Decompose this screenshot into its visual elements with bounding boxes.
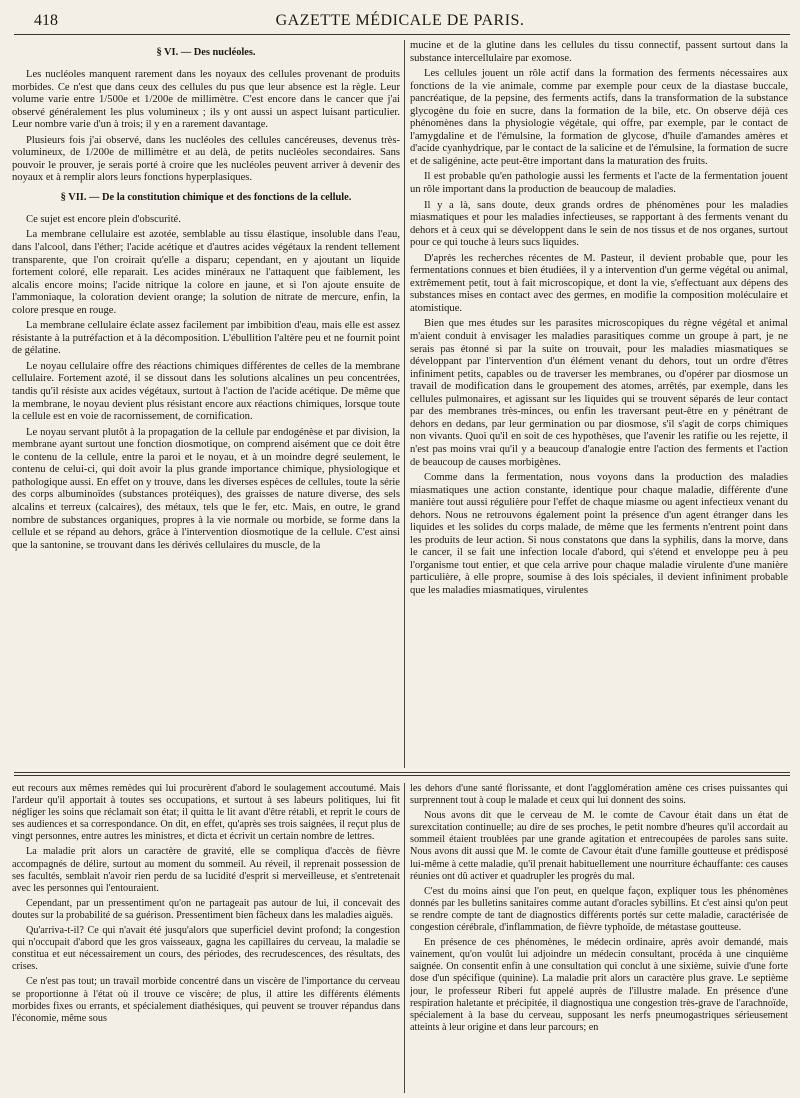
paragraph: Les nucléoles manquent rarement dans les noyaux des cellules provenant de produits morbides. Ce n'est que dans ceux des cellules du pus que leur absence est la règle. Leur volume varie entre 1/500e et 1/200e de millimètre. C'est encore dans le cancer que j'ai observé généralement les plus volumineux ; ils y ont aussi un aspect luisant particulier. Leur nombre varie d'un à trois; il y en a rarement davantage. (12, 69, 400, 131)
paragraph: les dehors d'une santé florissante, et dont l'agglomération amène ces crises puissantes qui surprennent tout à coup le malade et ceux qui lui donnent des soins. (410, 783, 788, 807)
paragraph: La membrane cellulaire est azotée, semblable au tissu élastique, insoluble dans l'eau, dans l'alcool, dans l'éther; l'acide acétique et d'autres acides végétaux la rendent tellement transparente, que l'on croirait qu'elle a disparu; cependant, en y ajoutant un liquide fortement coloré, elle reparait. Les acides minéraux ne l'attaquent que faiblement, les alcalis encore moins; l'acide nitrique la colore en jaune, et si l'on ajoute ensuite de l'ammoniaque, la coloration devient orange; la solution de nitrate de mercure, enfin, la colore presque en rouge. (12, 229, 400, 316)
column-2 (410, 40, 788, 768)
paragraph: Qu'arriva-t-il? Ce qui n'avait été jusqu'alors que superficiel devint profond; la congestion qui n'occupait d'abord que les gros vaisseaux, gagna les capillaires du cerveau, la maladie se constitua et eut nécessairement un cours, des périodes, des recrudescences, des résultats, des crises. (12, 925, 400, 973)
section-6-heading: § VI. — Des nucléoles. (156, 47, 256, 58)
paragraph: La membrane cellulaire éclate assez facilement par imbibition d'eau, mais elle est assez résistante à la putréfaction et à la décomposition. L'ébullition l'altère peu et ne fournit point de gélatine. (12, 320, 400, 357)
column-4-feuilleton (410, 783, 788, 1093)
section-separator-rule (14, 775, 790, 776)
paragraph: D'après les recherches récentes de M. Pasteur, il devient probable que, pour les fermentations connues et bien étudiées, il y a intervention d'un germe végétal ou animal, extrêmement petit, tout à fait microscopique, et dont la vie, s'effectuant aux dépens des substances mises en contact avec des germes, en modifie la composition moléculaire et atomistique. (410, 252, 788, 314)
paragraph: Cependant, par un pressentiment qu'on ne partageait pas autour de lui, il concevait des doutes sur la probabilité de sa guérison. Pressentiment bien fâcheux dans les maladies aiguës. (12, 897, 400, 921)
column-divider (404, 783, 405, 1093)
section-7-heading: § VII. — De la constitution chimique et des fonctions de la cellule. (60, 191, 352, 203)
column-divider (404, 40, 405, 768)
paragraph: C'est du moins ainsi que l'on peut, en quelque façon, expliquer tous les phénomènes donnés par les bulletins sanitaires comme autant d'oracles sybillins. Et c'est ainsi qu'on peut se rendre compte de tant de diagnostics différents portés sur cette maladie, caractérisée de congestion cérébrale, d'inflammation, de fièvre typhoïde, de métastase goutteuse. (410, 885, 788, 934)
paragraph: mucine et de la glutine dans les cellules du tissu connectif, passent surtout dans la substance intercellulaire par exomose. (410, 40, 788, 64)
paragraph: Les cellules jouent un rôle actif dans la formation des ferments nécessaires aux fonctions de la vie animale, comme par exemple pour ceux de la diastase buccale, pancréatique, de la pepsine, des ferments actifs, dans la transformation de la substance glycogène du foie en sucre, dans la formation de la bile, etc. On observe déjà ces phénomènes dans la physiologie végétale, qui offre, par exemple, par le contact de l'amygdaline et de l'émulsine, la formation de glycose, d'huile d'amandes amères et d'acide cyanhydrique, par le contact de la salicine et de l'émulsine, la formation de sucre et de saligénine, acte peut-être important dans la maturation des fruits. (410, 68, 788, 167)
paragraph: Bien que mes études sur les parasites microscopiques du règne végétal et animal m'aient conduit à envisager les maladies parasitiques comme un groupe à part, je ne serais pas étonné si par la suite on trouvait, pour les maladies miasmatiques se développant par l'intervention d'un élément venant du dehors, tout un ordre d'êtres infiniment petits, capables ou de traverser les membranes, ou d'opérer par diosmose un travail de modification dans le groupement des atomes, arrêtés, par exemple, dans les cellules pulmonaires, et agissant sur les liquides qui se trouvent séparés de leur contact par des membranes très-minces, ou enfin les traversant peut-être en y pénétrant de dehors en dedans, par leur germination ou par diosmose, s'il s'agit de corps chimiques non vivants. Quoi qu'il en soit de ces hypothèses, que l'avenir les ratifie ou les rejette, il n'est pas moins vrai qu'il y a beaucoup d'analogie entre l'action des ferments et l'action de beaucoup de causes morbigènes. (410, 318, 788, 468)
paragraph: Plusieurs fois j'ai observé, dans les nucléoles des cellules cancéreuses, devenus très-volumineux, de 1/200e de millimètre et au delà, de petits nucléoles secondaires. Sans pouvoir le prouver, je serais porté à croire que les nucléoles peuvent arriver à devenir des noyaux et à remplir alors leurs fonctions hyperplasiques. (12, 134, 400, 184)
paragraph: eut recours aux mêmes remèdes qui lui procurèrent d'abord le soulagement accoutumé. Mais l'ardeur qu'il apportait à toutes ses occupations, et surtout à ses labeurs politiques, lui fit négliger les soins que réclamait son état; il quitta le lit avant d'être rétabli, et reprit le cours de ses audiences et sa correspondance. On dit, en effet, qu'après ses trois saignées, il reçut plus de vingt personnes, entre autres les ministres, et dicta et écrivit un certain nombre de lettres. (12, 783, 400, 843)
paragraph: Le noyau servant plutôt à la propagation de la cellule par endogénèse et par division, la membrane ayant surtout une fonction diosmotique, on comprend aisément que ce doit être le contenu de la cellule, entre la paroi et le noyau, et à un moindre degré seulement, le contenu de celui-ci, qui doit avoir la plus grande importance chimique, physiologique et pathologique aussi. En effet on y trouve, dans les diverses espèces de cellules, toute la série des corps albuminoïdes (substances protéiques), des graisses de nature diverse, des sels alcalins et terreux (calcaires), des métaux, tels que le fer, etc. Mais, en outre, le grand nombre de substances organiques, propres à la vie normale ou morbide, se forme dans la cellule et se répand au dehors, grâce à l'intervention diosmotique de la cellule. C'est ainsi que la santonine, se trouvant dans les dérivés cellulaires du muscle, de la (12, 426, 400, 551)
section-separator-rule (14, 772, 790, 773)
journal-title: GAZETTE MÉDICALE DE PARIS. (275, 12, 525, 29)
paragraph: La maladie prit alors un caractère de gravité, elle se compliqua d'accès de fièvre accompagnés de délire, surtout au moment du sommeil. Au réveil, il reprenait possession de ses facultés, semblait n'avoir rien perdu de sa lucidité d'esprit si merveilleuse, et s'entretenait avec les personnes qui l'entouraient. (12, 846, 400, 894)
paragraph: Il y a là, sans doute, deux grands ordres de phénomènes pour les maladies miasmatiques et pour les maladies infectieuses, se rapportant à des ferments venant du dehors et à ceux qui se développent dans le sein de nos tissus et de nos organes, surtout pour ce qui touche à leurs sucs liquides. (410, 199, 788, 249)
paragraph: Ce sujet est encore plein d'obscurité. (26, 213, 181, 225)
column-3-feuilleton (12, 783, 400, 1093)
header-rule (14, 34, 790, 35)
paragraph: Ce n'est pas tout; un travail morbide concentré dans un viscère de l'importance du cerveau se proportionne à l'état où il trouve ce viscère; de plus, il attire les différents éléments morbides fixes ou errants, et spécialement diathésiques, qui peuvent se trouver répandus dans l'économie, même sous (12, 976, 400, 1024)
paragraph: Le noyau cellulaire offre des réactions chimiques différentes de celles de la membrane cellulaire. Fortement azoté, il se dissout dans les solutions alcalines un peu concentrées, tandis qu'il résiste aux acides végétaux, surtout à l'action de l'acide acétique. De même que la membrane, le noyau devient plus résistant encore aux réactions chimiques, lorsque toute la cellule est en voie de racornissement, de cornification. (12, 360, 400, 423)
column-1 (12, 40, 400, 768)
page-number: 418 (34, 12, 58, 29)
paragraph: En présence de ces phénomènes, le médecin ordinaire, après avoir demandé, mais vainement, qu'on voulût lui adjoindre un médecin consultant, procéda à une cinquième saignée. On consentit enfin à une consultation qui conclut à une sixième, suivie d'une forte dose d'un spécifique (quinine). La maladie prit alors un caractère plus grave. Le septième jour, le professeur Riberi fut appelé auprès de l'illustre malade. En présence d'une respiration haletante et précipitée, il diagnostiqua une congestion très-grave de l'arachnoïde, spécialement à la base du cerveau, supposant les nerfs pneumogastriques sérieusement atteints à leur origine et dans leur parcours; en (410, 937, 788, 1033)
paragraph: Nous avons dit que le cerveau de M. le comte de Cavour était dans un état de surexcitation continuelle; au dire de ses proches, le petit nombre d'heures qu'il accordait au sommeil étaient troublées par une grande agitation et entrecoupées de paroles sans suite. Nous avons dit aussi que M. le comte de Cavour était d'une famille goutteuse et prédisposé lui-même à cette maladie, qu'il prenait habituellement une nourriture échauffante: ces causes réunies ont dû activer et quadrupler les progrès du mal. (410, 810, 788, 882)
running-header (0, 8, 800, 36)
paragraph: Comme dans la fermentation, nous voyons dans la production des maladies miasmatiques une action constante, identique pour chaque maladie, différente d'une manière tout aussi régulière pour l'effet de chaque miasme ou agent infectieux venant du dehors. Nous ne retrouvons également point la présence d'un agent étranger dans les liquides et les solides du corps malade, de même que les ferments n'entrent point dans les produits de leur action. Si nous constatons que dans la syphilis, dans la morve, dans le cancer, il se fait une infection locale d'abord, qui s'étend et enveloppe peu à peu l'organisme tout entier, et que cela arrive pour chaque maladie virulente d'une manière particulière, à elle propre, soumise à des lois spéciales, il devient infiniment probable que les maladies miasmatiques, virulentes (410, 472, 788, 596)
paragraph: Il est probable qu'en pathologie aussi les ferments et l'acte de la fermentation jouent un rôle important dans la production de beaucoup de maladies. (410, 171, 788, 196)
